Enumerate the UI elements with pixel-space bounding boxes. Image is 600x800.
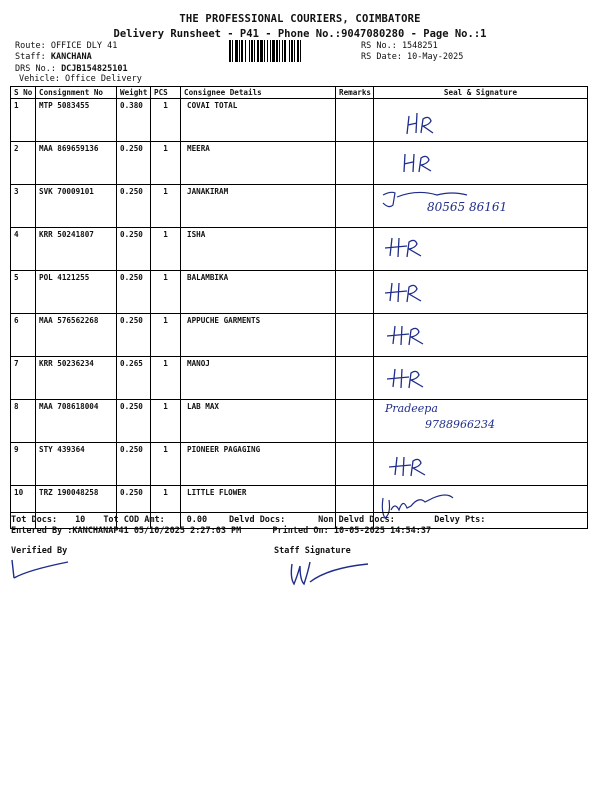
consignee-name: JANAKIRAM [187, 187, 229, 196]
cell-consignment: POL 4121255 [36, 271, 117, 314]
tot-docs-label: Tot Docs: [11, 515, 58, 525]
cod-label: Tot COD Amt: [103, 515, 165, 525]
table-row [11, 443, 588, 486]
col-consignee: Consignee Details [181, 87, 336, 99]
cell-sno: 2 [11, 142, 36, 185]
cell-sno: 1 [11, 99, 36, 142]
cell-consignee [181, 142, 336, 185]
barcode [229, 40, 351, 62]
cell-remarks [336, 443, 374, 486]
cell-weight: 0.250 [117, 142, 151, 185]
signature-scribble [377, 445, 582, 483]
cell-sno: 6 [11, 314, 36, 357]
cell-pcs: 1 [151, 400, 181, 443]
signature-scribble [377, 101, 582, 139]
cell-consignee [181, 400, 336, 443]
cell-consignee [181, 228, 336, 271]
totals-line [11, 515, 485, 525]
cell-consignment: MAA 708618004 [36, 400, 117, 443]
cell-signature [374, 142, 588, 185]
delvd-docs-label: Delvd Docs: [228, 515, 286, 525]
handwritten-name: Pradeepa [385, 402, 438, 415]
cell-signature [374, 99, 588, 142]
cell-consignee [181, 271, 336, 314]
signature-scribble [377, 230, 582, 268]
delvy-pts-label: Delvy Pts: [434, 515, 486, 525]
signature-scribble [377, 359, 582, 397]
handwritten-phone: 9788966234 [425, 418, 495, 431]
cell-pcs: 1 [151, 185, 181, 228]
rs-date: RS Date: 10-May-2025 [361, 52, 464, 62]
cell-remarks [336, 142, 374, 185]
consignee-name: PIONEER PAGAGING [187, 445, 261, 454]
cell-signature [374, 185, 588, 228]
printed-on: Printed On: 10-05-2025 14:54:37 [272, 526, 432, 536]
non-delvd-docs-label: Non Delvd Docs: [318, 515, 395, 525]
runsheet-table [10, 86, 588, 529]
col-pcs: PCS [151, 87, 181, 99]
cell-signature [374, 443, 588, 486]
table-row [11, 357, 588, 400]
table-row [11, 228, 588, 271]
cell-weight: 0.250 [117, 314, 151, 357]
vehicle-label: Vehicle: Office Delivery [19, 74, 142, 84]
cell-pcs: 1 [151, 271, 181, 314]
cell-pcs: 1 [151, 99, 181, 142]
cell-remarks [336, 185, 374, 228]
cell-signature [374, 314, 588, 357]
cell-remarks [336, 228, 374, 271]
signature-scribble [377, 144, 582, 182]
cell-consignment: KRR 50236234 [36, 357, 117, 400]
cell-signature [374, 400, 588, 443]
col-remarks: Remarks [336, 87, 374, 99]
route-label: Route: OFFICE DLY 41 [15, 41, 118, 51]
cell-weight: 0.250 [117, 185, 151, 228]
cell-weight: 0.250 [117, 486, 151, 529]
cell-weight: 0.380 [117, 99, 151, 142]
cell-sno: 10 [11, 486, 36, 529]
cell-consignee [181, 185, 336, 228]
col-consignment: Consignment No [36, 87, 117, 99]
table-row [11, 400, 588, 443]
cell-consignment: MAA 869659136 [36, 142, 117, 185]
cell-consignment: TRZ 190048258 [36, 486, 117, 529]
cell-sno: 7 [11, 357, 36, 400]
consignee-name: MEERA [187, 144, 210, 153]
cell-sno: 5 [11, 271, 36, 314]
company-title: THE PROFESSIONAL COURIERS, COIMBATORE [179, 13, 421, 25]
consignee-name: APPUCHE GARMENTS [187, 316, 261, 325]
staff-label [15, 52, 92, 62]
cell-remarks [336, 271, 374, 314]
drs-value: DCJB154825101 [61, 64, 128, 74]
col-sno: S No [11, 87, 36, 99]
consignee-name: LITTLE FLOWER [187, 488, 247, 497]
cell-signature [374, 271, 588, 314]
cell-pcs: 1 [151, 443, 181, 486]
cell-signature [374, 228, 588, 271]
table-header-row [11, 87, 588, 99]
table-row [11, 314, 588, 357]
verified-by-label: Verified By [11, 546, 68, 556]
signature-scribble [377, 316, 582, 354]
runsheet-subtitle: Delivery Runsheet - P41 - Phone No.:9047080280 - Page No.:1 [113, 28, 487, 40]
cell-consignment: SVK 70009101 [36, 185, 117, 228]
staff-value: KANCHANA [50, 52, 92, 62]
entered-line [11, 526, 431, 536]
cell-sno: 4 [11, 228, 36, 271]
cell-consignment: STY 439364 [36, 443, 117, 486]
consignee-name: LAB MAX [187, 402, 220, 411]
handwritten-phone: 80565 86161 [427, 200, 508, 214]
cell-consignment: KRR 50241807 [36, 228, 117, 271]
col-seal-signature: Seal & Signature [374, 87, 588, 99]
cell-remarks [336, 400, 374, 443]
cell-pcs: 1 [151, 228, 181, 271]
barcode-bar [301, 40, 304, 62]
consignee-name: COVAI TOTAL [187, 101, 238, 110]
cell-weight: 0.265 [117, 357, 151, 400]
cell-weight: 0.250 [117, 271, 151, 314]
cell-weight: 0.250 [117, 400, 151, 443]
cell-signature [374, 357, 588, 400]
cell-remarks [336, 99, 374, 142]
cell-sno: 8 [11, 400, 36, 443]
consignee-name: ISHA [187, 230, 206, 239]
table-row [11, 271, 588, 314]
tot-docs-value: 10 [75, 515, 86, 525]
cod-value: 0.00 [186, 515, 208, 525]
cell-pcs: 1 [151, 357, 181, 400]
cell-remarks [336, 314, 374, 357]
cell-consignee [181, 314, 336, 357]
totals-rule [10, 512, 587, 513]
cell-consignee [181, 357, 336, 400]
consignee-name: BALAMBIKA [187, 273, 229, 282]
staff-signature-scribble [288, 556, 374, 588]
rs-number: RS No.: 1548251 [361, 41, 438, 51]
entered-by: Entered By :KANCHANAP41 05/10/2025 2:27:03 PM [11, 526, 242, 536]
cell-pcs: 1 [151, 314, 181, 357]
cell-pcs: 1 [151, 486, 181, 529]
consignee-name: MANOJ [187, 359, 210, 368]
col-weight: Weight [117, 87, 151, 99]
drs-label [15, 64, 128, 74]
table-row [11, 142, 588, 185]
cell-consignment: MAA 576562268 [36, 314, 117, 357]
cell-weight: 0.250 [117, 443, 151, 486]
cell-sno: 3 [11, 185, 36, 228]
cell-consignment: MTP 5083455 [36, 99, 117, 142]
cell-pcs: 1 [151, 142, 181, 185]
drs-key: DRS No.: [15, 64, 62, 74]
signature-scribble [377, 273, 582, 311]
staff-signature-label: Staff Signature [274, 546, 351, 556]
cell-sno: 9 [11, 443, 36, 486]
cell-consignee [181, 443, 336, 486]
verified-signature-scribble [8, 556, 78, 582]
table-row [11, 185, 588, 228]
cell-consignee [181, 99, 336, 142]
table-row [11, 99, 588, 142]
cell-remarks [336, 357, 374, 400]
staff-key: Staff: [15, 52, 51, 62]
cell-weight: 0.250 [117, 228, 151, 271]
